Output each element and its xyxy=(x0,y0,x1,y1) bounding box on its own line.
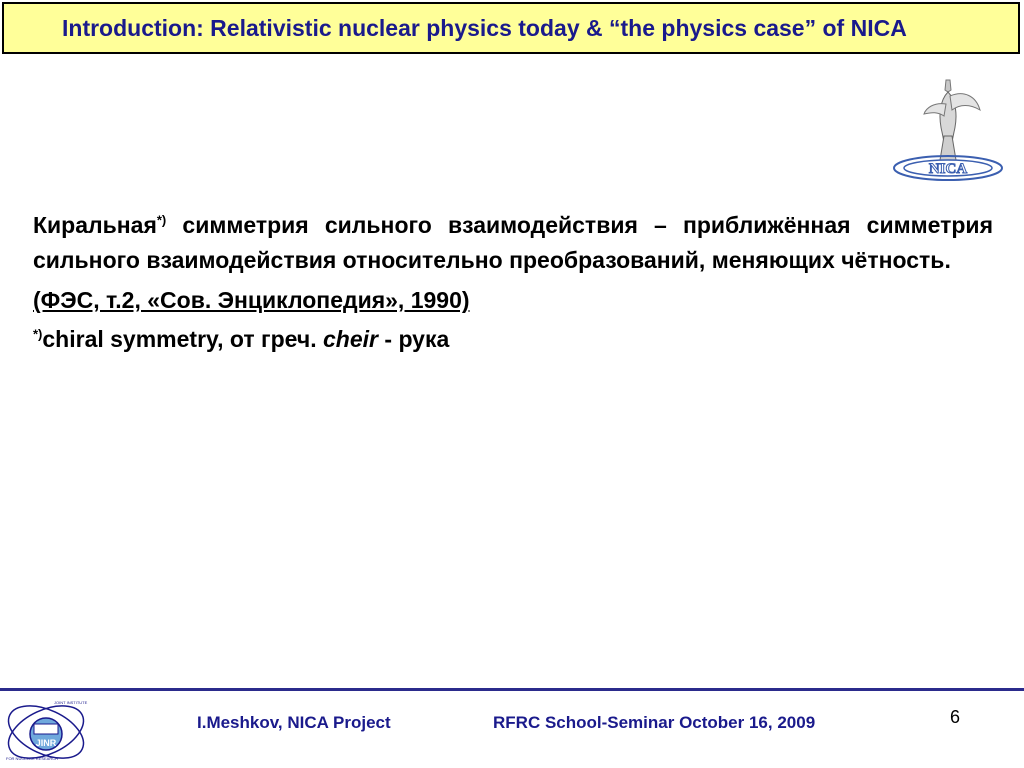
source-citation: (ФЭС, т.2, «Сов. Энциклопедия», 1990) xyxy=(33,287,470,313)
slide-title: Introduction: Relativistic nuclear physics today & “the physics case” of NICA xyxy=(62,14,907,41)
footer-divider xyxy=(0,688,1024,691)
note-text-2: - рука xyxy=(378,325,450,352)
jinr-logo-text: JINR xyxy=(35,738,57,748)
footnote-paragraph xyxy=(33,322,993,357)
definition-paragraph xyxy=(33,208,993,277)
nica-logo-icon xyxy=(888,76,1010,188)
term: Киральная xyxy=(33,212,157,238)
definition-text: симметрия сильного взаимодействия – приближённая симметрия сильного взаимодействия относительно преобразований, меняющих чётность. xyxy=(33,212,993,273)
content-area xyxy=(33,208,993,356)
title-bar xyxy=(2,2,1020,54)
jinr-logo-icon xyxy=(2,694,90,766)
footer-event: RFRC School-Seminar October 16, 2009 xyxy=(493,713,816,732)
note-word: cheir xyxy=(323,325,378,352)
term-footnote-mark: *) xyxy=(156,212,167,228)
note-text-1: chiral symmetry, от греч. xyxy=(42,325,324,352)
jinr-logo-top-text: JOINT INSTITUTE xyxy=(54,700,88,705)
nica-logo-text: NICA xyxy=(928,161,968,177)
jinr-logo-bottom-text: FOR NUCLEAR RESEARCH xyxy=(6,756,59,761)
page-number: 6 xyxy=(950,707,961,727)
footer-author: I.Meshkov, NICA Project xyxy=(197,713,391,732)
note-footnote-mark: *) xyxy=(33,325,43,341)
